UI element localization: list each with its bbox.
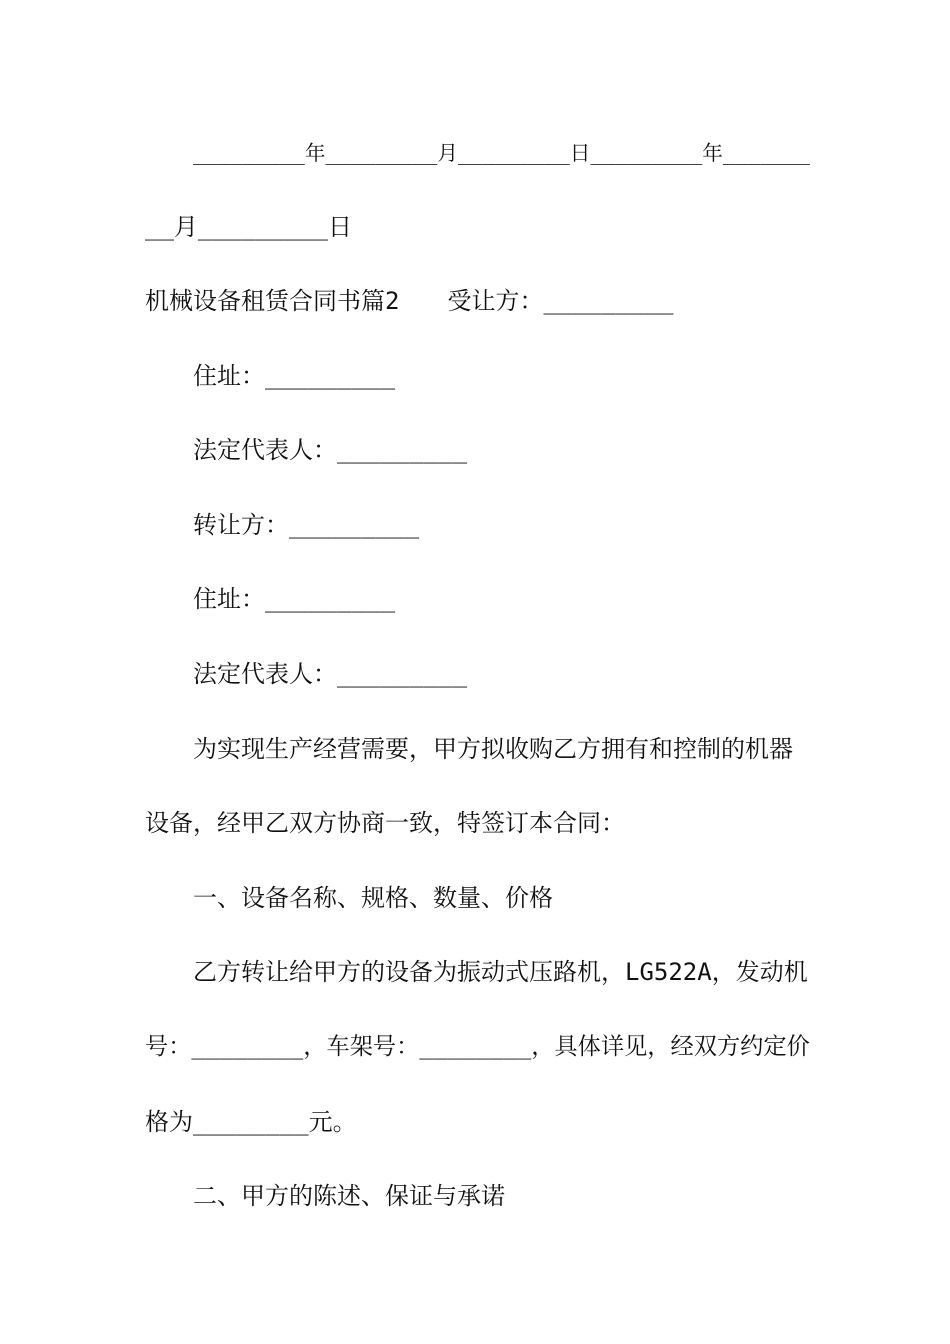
clause-heading-2: 二、甲方的陈述、保证与承诺 <box>193 1182 505 1210</box>
date-line-continued: __月_________日 <box>145 213 352 241</box>
preamble-line-2: 设备，经甲乙双方协商一致，特签订本合同： <box>145 809 625 837</box>
transferor-address: 住址：_________ <box>193 585 396 613</box>
transferor-line: 转让方：_________ <box>193 511 420 539</box>
clause-1-line-1: 乙方转让给甲方的设备为振动式压路机，LG522A，发动机 <box>193 958 808 986</box>
transferee-legal-representative: 法定代表人：_________ <box>193 436 468 464</box>
transferee-address: 住址：_________ <box>193 362 396 390</box>
clause-1-line-2: 号：________，车架号：________，具体详见，经双方约定价 <box>145 1033 810 1060</box>
section-title-transferee: 机械设备租赁合同书篇2 受让方：_________ <box>145 287 674 315</box>
preamble-line-1: 为实现生产经营需要，甲方拟收购乙方拥有和控制的机器 <box>193 735 793 763</box>
transferor-legal-representative: 法定代表人：_________ <box>193 660 468 688</box>
date-line: _________年_________月_________日_________年_______ <box>193 141 810 165</box>
clause-heading-1: 一、设备名称、规格、数量、价格 <box>193 884 553 912</box>
clause-1-line-3: 格为________元。 <box>145 1108 357 1136</box>
